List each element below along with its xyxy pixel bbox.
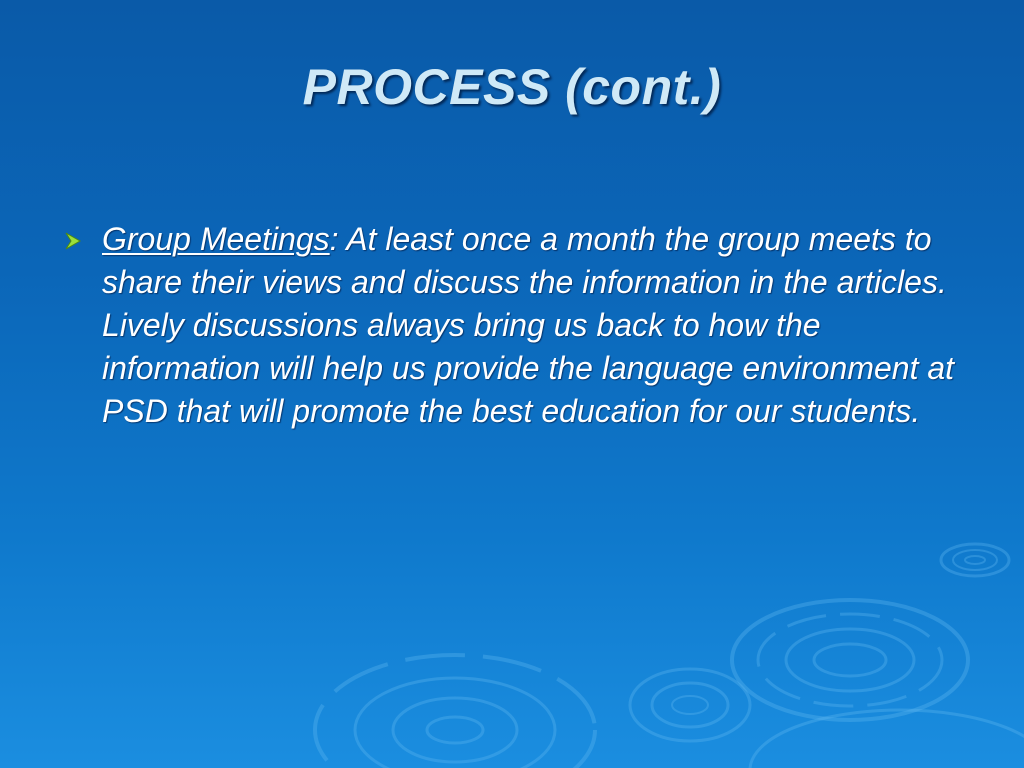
bullet-body: : At least once a month the group meets to share their views and discuss the information in the articles. Lively discussions always bring us back to how the information will help us provide the language environment at PSD that will promote the best education for our students. <box>102 221 955 429</box>
bullet-text <box>102 218 964 433</box>
arrowhead-bullet-icon <box>64 232 82 250</box>
bullet-item <box>64 218 964 433</box>
slide-title: PROCESS (cont.) <box>302 59 722 115</box>
bullet-term: Group Meetings <box>102 221 330 257</box>
